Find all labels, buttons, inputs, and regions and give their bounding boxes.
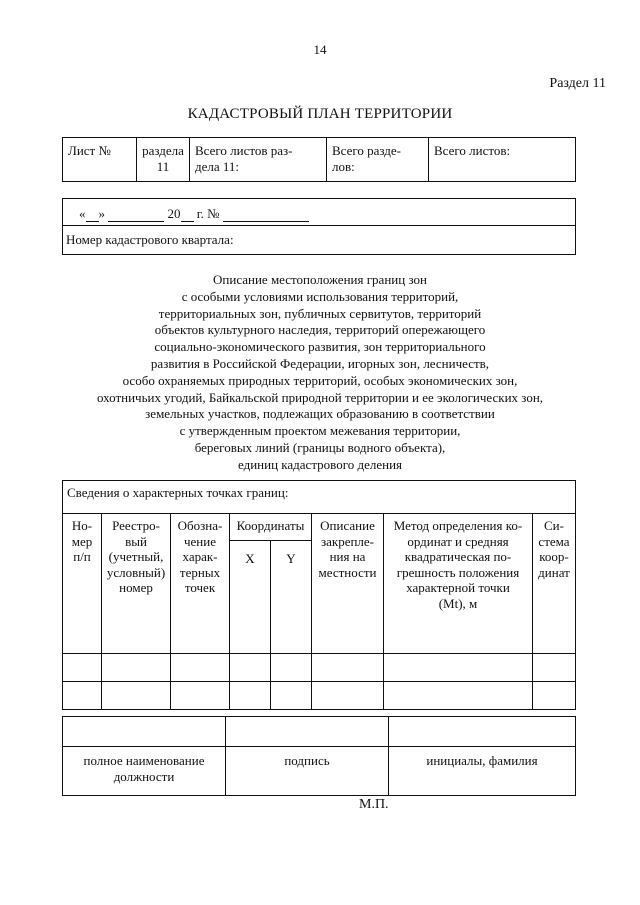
sheet-number-cell xyxy=(63,138,137,182)
quarter-number-label: Номер кадастрового квартала: xyxy=(66,232,234,247)
table-cell[interactable] xyxy=(312,654,384,682)
col-fixation-line: местности xyxy=(318,564,377,580)
open-quote: « xyxy=(79,206,86,221)
table-cell[interactable] xyxy=(102,654,171,682)
sheet-info-table xyxy=(62,137,576,182)
table-cell[interactable] xyxy=(271,654,312,682)
col-number-line: мер xyxy=(71,533,93,549)
description-line: единиц кадастрового деления xyxy=(237,456,403,472)
col-coordinates: Координаты xyxy=(230,514,312,541)
signature-field[interactable] xyxy=(226,717,389,747)
col-number-line: п/п xyxy=(73,549,91,564)
total-sheets-label: Всего листов: xyxy=(434,143,511,158)
close-quote: » xyxy=(98,206,105,221)
total-sections-label-1: Всего разде- xyxy=(332,143,402,158)
col-fixation-line: ния на xyxy=(329,549,366,564)
col-fixation-line: Описание xyxy=(320,518,375,533)
col-method-line: ординат и средняя xyxy=(407,533,509,549)
table-cell[interactable] xyxy=(230,682,271,710)
section-sheet-cell xyxy=(137,138,190,182)
col-registry-line: номер xyxy=(119,580,153,595)
table-row xyxy=(63,682,576,710)
table-cell[interactable] xyxy=(171,682,230,710)
stamp-place: М.П. xyxy=(359,797,389,812)
col-designation-line: терных xyxy=(179,564,221,580)
col-method-line: (Mt), м xyxy=(438,595,478,611)
col-method-line: характерной точки xyxy=(406,580,510,595)
page-number: 14 xyxy=(313,42,327,57)
description-line: с особыми условиями использования территорий, xyxy=(181,288,459,304)
date-row xyxy=(63,199,575,226)
section-sheet-label-2: 11 xyxy=(156,159,170,174)
col-registry-line: вый xyxy=(125,533,147,549)
total-sheets-cell xyxy=(429,138,576,182)
table-cell[interactable] xyxy=(312,682,384,710)
col-designation-line: точек xyxy=(184,580,216,595)
col-designation-line: чение xyxy=(184,533,216,549)
col-method-line: грешность положения xyxy=(396,564,520,580)
year-prefix: 20 xyxy=(167,206,181,221)
description-line: земельных участков, подлежащих образованию в соответствии xyxy=(145,406,495,422)
col-registry-line: Реестро- xyxy=(112,518,160,533)
col-fixation-line: закрепле- xyxy=(320,533,375,549)
total-sections-cell xyxy=(327,138,429,182)
name-caption: инициалы, фамилия xyxy=(389,747,576,796)
number-field[interactable] xyxy=(223,208,309,222)
description-line: территориальных зон, публичных сервитутов, территорий xyxy=(158,305,482,321)
col-designation xyxy=(171,514,230,654)
col-number-line: Но- xyxy=(71,518,93,533)
col-coordinate-system xyxy=(533,514,576,654)
description-line: охотничьих угодий, Байкальской природной территории и ее экологических зон, xyxy=(96,389,544,405)
table-cell[interactable] xyxy=(384,654,533,682)
description-line: особо охраняемых природных территорий, особых экономических зон, xyxy=(122,372,518,388)
description-line: социально-экономического развития, зон территориального xyxy=(154,339,486,355)
boundary-points-table xyxy=(62,480,576,710)
col-x: X xyxy=(230,541,271,654)
col-registry-number xyxy=(102,514,171,654)
table-cell[interactable] xyxy=(63,682,102,710)
description-line: объектов культурного наследия, территорий опережающего xyxy=(154,322,486,338)
name-field[interactable] xyxy=(389,717,576,747)
table-row xyxy=(63,654,576,682)
table-cell[interactable] xyxy=(533,682,576,710)
position-caption-line: полное наименование xyxy=(83,753,205,768)
signature-table xyxy=(62,716,576,796)
boundary-description xyxy=(60,272,580,474)
description-line: береговых линий (границы водного объекта), xyxy=(194,439,446,455)
col-method-line: квадратическая по- xyxy=(404,549,512,564)
number-label: г. № xyxy=(196,206,220,221)
col-system-line: динат xyxy=(538,564,570,580)
day-field[interactable] xyxy=(86,208,99,222)
col-method xyxy=(384,514,533,654)
col-system-line: Си- xyxy=(544,518,564,533)
col-registry-line: условный) xyxy=(106,564,166,580)
position-caption-line: должности xyxy=(113,769,175,784)
total-section-sheets-label-1: Всего листов раз- xyxy=(195,143,293,158)
table-cell[interactable] xyxy=(533,654,576,682)
position-caption xyxy=(63,747,226,796)
year-field[interactable] xyxy=(181,208,194,222)
col-method-line: Метод определения ко- xyxy=(393,518,523,533)
table-cell[interactable] xyxy=(230,654,271,682)
total-sections-label-2: лов: xyxy=(332,159,355,174)
col-fixation xyxy=(312,514,384,654)
col-y: Y xyxy=(271,541,312,654)
table-cell[interactable] xyxy=(102,682,171,710)
col-designation-line: Обозна- xyxy=(177,518,223,533)
points-table-header: Сведения о характерных точках границ: xyxy=(63,481,576,514)
col-system-line: коор- xyxy=(539,549,569,564)
position-field[interactable] xyxy=(63,717,226,747)
date-quarter-box xyxy=(62,198,576,255)
total-section-sheets-cell xyxy=(190,138,327,182)
table-cell[interactable] xyxy=(171,654,230,682)
total-section-sheets-label-2: дела 11: xyxy=(195,159,240,174)
table-cell[interactable] xyxy=(384,682,533,710)
col-designation-line: харак- xyxy=(182,549,218,564)
col-number xyxy=(63,514,102,654)
document-title: КАДАСТРОВЫЙ ПЛАН ТЕРРИТОРИИ xyxy=(187,106,453,122)
signature-caption: подпись xyxy=(226,747,389,796)
month-field[interactable] xyxy=(108,208,164,222)
sheet-number-label: Лист № xyxy=(68,143,111,158)
col-registry-line: (учетный, xyxy=(108,549,164,564)
table-cell[interactable] xyxy=(271,682,312,710)
description-line: развития в Российской Федерации, игорных зон, лесничеств, xyxy=(150,355,490,371)
table-cell[interactable] xyxy=(63,654,102,682)
section-sheet-label-1: раздела xyxy=(142,143,184,158)
description-line: Описание местоположения границ зон xyxy=(213,272,427,287)
section-label: Раздел 11 xyxy=(549,76,606,91)
col-system-line: стема xyxy=(538,533,570,549)
description-line: с утвержденным проектом межевания территории, xyxy=(179,423,461,439)
